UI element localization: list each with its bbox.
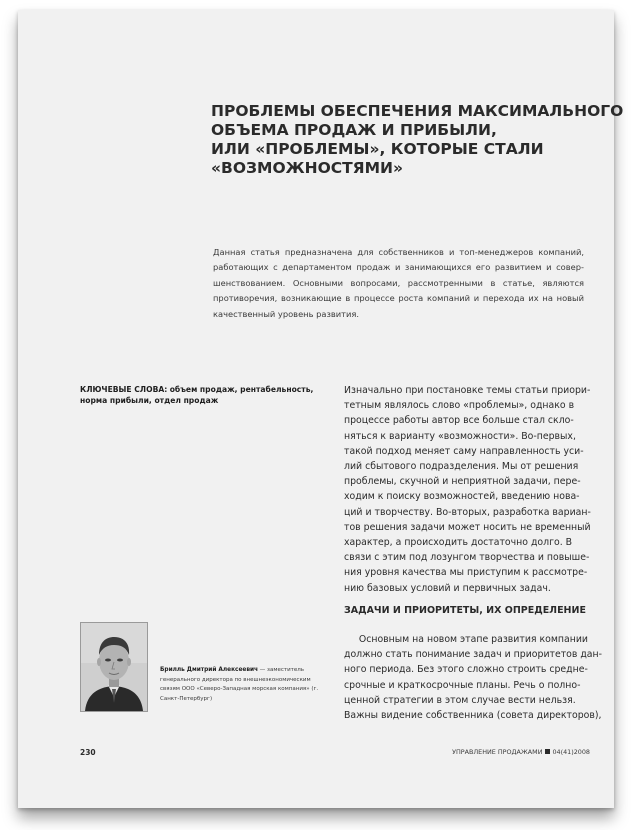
author-bio [160, 666, 320, 704]
title-line: «ВОЗМОЖНОСТЯМИ» [211, 159, 404, 177]
keywords [80, 384, 330, 406]
journal-issue: 04(41)2008 [552, 748, 590, 756]
text-line: процессе работы автор все больше стал скло- [344, 415, 574, 427]
body-paragraph-tasks [344, 632, 603, 723]
text-line: Важны видение собственника (совета директоров), [344, 710, 602, 722]
keywords-list: объем продаж, рентабельность, норма прибыли, отдел продаж [80, 385, 314, 405]
text-line: Основным на новом этапе развития компании [344, 634, 588, 645]
author-description: — заместитель генерального директора по внешнеэкономическим связям ООО «Северо-Западная морская компания» (г. Санкт-Петербург) [160, 667, 319, 702]
text-line: такой подход меняет саму направленность уси- [344, 445, 584, 457]
title-line: ПРОБЛЕМЫ ОБЕСПЕЧЕНИЯ МАКСИМАЛЬНОГО [211, 102, 624, 120]
journal-name: УПРАВЛЕНИЕ ПРОДАЖАМИ [452, 748, 543, 756]
text-line: характер, а происходить достаточно долго. В [344, 537, 573, 549]
text-line: ций и творчеству. Во-вторых, разработка вариан- [344, 506, 591, 518]
article-title [211, 102, 624, 178]
text-line: тов решения задачи может носить не временный [344, 521, 591, 533]
keywords-label: КЛЮЧЕВЫЕ СЛОВА: [80, 385, 168, 394]
author-name: Брилль Дмитрий Алексеевич [160, 667, 259, 673]
square-icon [545, 749, 550, 754]
text-line: должно стать понимание задач и приоритетов дан- [344, 649, 603, 661]
text-line: связи с этим под лозунгом творчества и повыше- [344, 552, 590, 564]
text-line: ния уровня качества мы приступим к рассмотре- [344, 567, 588, 579]
page-number: 230 [80, 748, 96, 757]
article-abstract: Данная статья предназначена для собственников и топ-менеджеров компаний, работающих с департаментом продаж и занимающихся его развитием и совершенствованием. Основными вопросами, рассмотренными в статье, являются противоречия, возникающие в процессе роста компаний и перехода их на новый качественный уровень развития. [213, 247, 584, 319]
text-line: Изначально при постановке темы статьи приори- [344, 385, 591, 396]
journal-page [18, 10, 624, 808]
author-portrait-image [81, 623, 147, 711]
text-line: ходим к поиску возможностей, введению нова- [344, 491, 580, 503]
text-line: тетным являлось слово «проблемы», однако в [344, 400, 575, 412]
body-paragraph-intro [344, 383, 591, 596]
text-line: нию базовых условий и первичных задач. [344, 582, 551, 594]
author-photo [80, 622, 148, 712]
text-line: няться к варианту «возможности». Во-первых, [344, 430, 576, 442]
text-line: ценной стратегии в этом случае вести нельзя. [344, 694, 576, 706]
section-heading: ЗАДАЧИ И ПРИОРИТЕТЫ, ИХ ОПРЕДЕЛЕНИЕ [344, 605, 586, 616]
title-line: ИЛИ «ПРОБЛЕМЫ», КОТОРЫЕ СТАЛИ [211, 140, 544, 158]
title-line: ОБЪЕМА ПРОДАЖ И ПРИБЫЛИ, [211, 121, 497, 139]
text-line: срочные и краткосрочные планы. Речь о полно- [344, 679, 581, 691]
text-line: проблемы, скучной и неприятной задачи, пере- [344, 476, 581, 488]
text-line: ного периода. Без этого сложно строить средне- [344, 664, 588, 676]
text-line: лий сбытового подразделения. Мы от решения [344, 461, 579, 473]
journal-footer [448, 748, 590, 756]
